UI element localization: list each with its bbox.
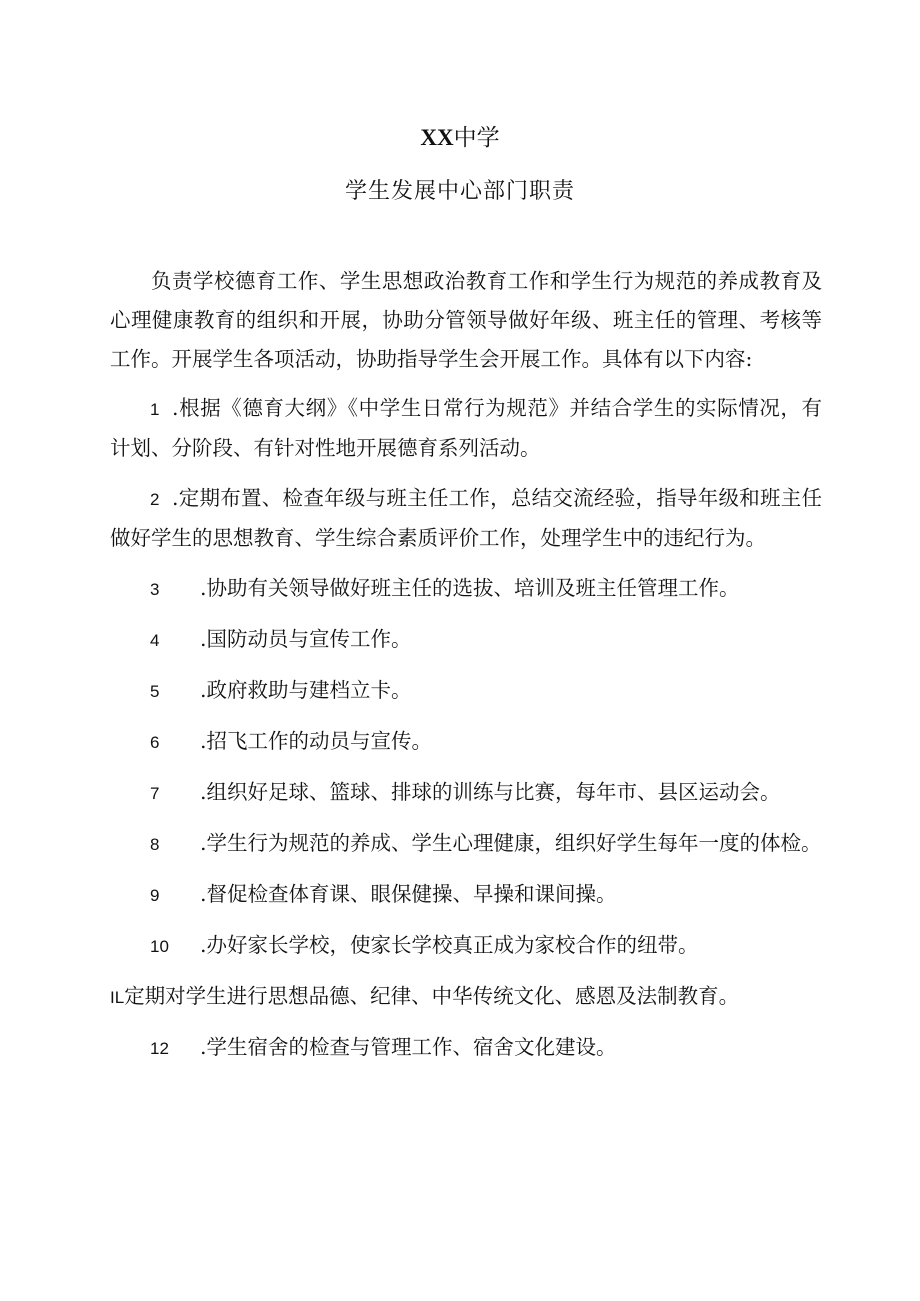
document-body	[110, 262, 822, 1068]
list-item-number: 1	[150, 400, 160, 419]
intro-paragraph: 负责学校德育工作、学生思想政治教育工作和学生行为规范的养成教育及心理健康教育的组织和开展，协助分管领导做好年级、班主任的管理、考核等工作。开展学生各项活动，协助指导学生会开展工作。具体有以下内容:	[110, 269, 822, 371]
list-item-10	[110, 926, 822, 966]
list-item-number: 10	[150, 937, 169, 956]
list-item-text: .办好家长学校，使家长学校真正成为家校合作的纽带。	[200, 933, 699, 957]
list-item-3	[110, 569, 822, 609]
list-item-number: IL	[110, 988, 125, 1007]
list-item-6	[110, 722, 822, 762]
department-title: 学生发展中心部门职责	[344, 179, 575, 204]
title-block	[0, 118, 920, 212]
list-item-4	[110, 620, 822, 660]
list-item-9	[110, 875, 822, 915]
list-item-1	[110, 389, 822, 468]
list-item-number: 9	[150, 886, 160, 905]
list-item-text: .督促检查体育课、眼保健操、早操和课间操。	[200, 882, 617, 906]
list-item-8	[110, 824, 822, 864]
list-item-text: .学生行为规范的养成、学生心理健康，组织好学生每年一度的体检。	[200, 831, 822, 855]
school-title	[0, 118, 920, 158]
list-item-text: 定期对学生进行思想品德、纪律、中华传统文化、感恩及法制教育。	[124, 984, 740, 1008]
list-item-number: 8	[150, 835, 160, 854]
list-item-text: .学生宿舍的检查与管理工作、宿舍文化建设。	[200, 1035, 617, 1059]
list-item-number: 12	[150, 1039, 169, 1058]
list-item-text: .协助有关领导做好班主任的选拔、培训及班主任管理工作。	[200, 576, 740, 600]
list-item-11	[110, 977, 822, 1017]
list-item-number: 4	[150, 631, 160, 650]
list-item-number: 6	[150, 733, 160, 752]
list-item-number: 3	[150, 580, 160, 599]
list-item-number: 5	[150, 682, 160, 701]
list-item-text: .国防动员与宣传工作。	[200, 627, 412, 651]
list-item-5	[110, 671, 822, 711]
school-title-prefix: XX	[420, 125, 454, 150]
list-item-7	[110, 773, 822, 813]
list-item-12	[110, 1028, 822, 1068]
list-item-number: 2	[150, 490, 160, 509]
list-item-2	[110, 479, 822, 558]
school-title-suffix: 中学	[453, 125, 500, 151]
list-item-text: .组织好足球、篮球、排球的训练与比赛，每年市、县区运动会。	[200, 780, 781, 804]
list-item-text: .根据《德育大纲》《中学生日常行为规范》并结合学生的实际情况，有计划、分阶段、有针对性地开展德育系列活动。	[110, 396, 822, 460]
list-item-text: .定期布置、检查年级与班主任工作，总结交流经验，指导年级和班主任做好学生的思想教育、学生综合素质评价工作，处理学生中的违纪行为。	[110, 486, 822, 550]
list-item-text: .招飞工作的动员与宣传。	[200, 729, 433, 753]
list-item-number: 7	[150, 784, 160, 803]
list-item-text: .政府救助与建档立卡。	[200, 678, 412, 702]
